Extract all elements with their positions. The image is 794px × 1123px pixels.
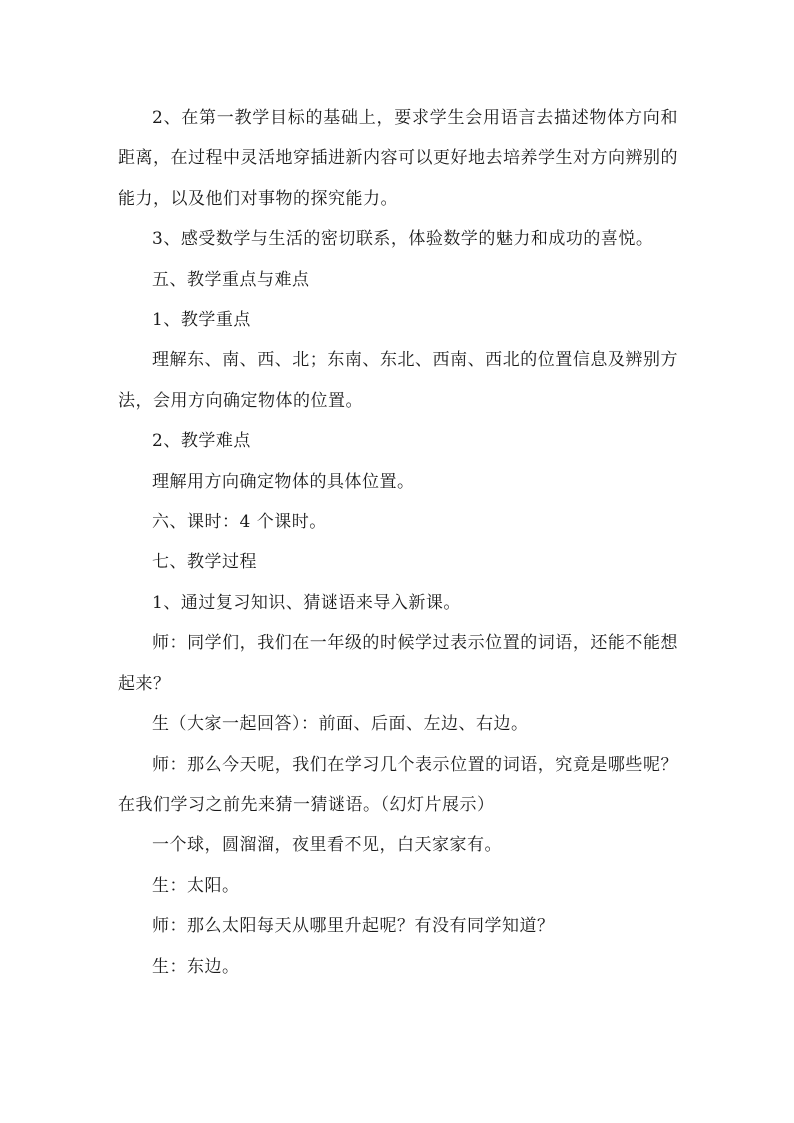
paragraph-objective-2: 2、在第一教学目标的基础上，要求学生会用语言去描述物体方向和距离，在过程中灵活地穿插进新内容可以更好地去培养学生对方向辨别的能力，以及他们对事物的探究能力。 (118, 108, 678, 209)
dialogue-teacher-1: 师：同学们，我们在一年级的时候学过表示位置的词语，还能不能想起来？ (118, 633, 678, 694)
heading-key-points: 五、教学重点与难点 (152, 269, 310, 290)
paragraph-teaching-difficulty: 理解用方向确定物体的具体位置。 (152, 471, 415, 492)
subheading-teaching-focus: 1、教学重点 (152, 310, 251, 331)
dialogue-teacher-3: 师：那么太阳每天从哪里升起呢？有没有同学知道？ (152, 916, 555, 937)
dialogue-student-1: 生（大家一起回答）：前面、后面、左边、右边。 (152, 714, 529, 735)
heading-teaching-process: 七、教学过程 (152, 552, 257, 573)
subheading-teaching-difficulty: 2、教学难点 (152, 431, 251, 452)
riddle-text: 一个球，圆溜溜，夜里看不见，白天家家有。 (152, 835, 502, 856)
paragraph-teaching-focus: 理解东、南、西、北；东南、东北、西南、西北的位置信息及辨别方法，会用方向确定物体的位置。 (118, 350, 678, 411)
dialogue-student-2: 生：太阳。 (152, 875, 240, 896)
dialogue-teacher-2: 师：那么今天呢，我们在学习几个表示位置的词语，究竟是哪些呢？在我们学习之前先来猜一猜谜语。（幻灯片展示） (118, 754, 678, 815)
subheading-introduction: 1、通过复习知识、猜谜语来导入新课。 (152, 592, 461, 613)
heading-class-hours: 六、课时：4 个课时。 (152, 512, 327, 533)
dialogue-student-3: 生：东边。 (152, 956, 240, 977)
paragraph-objective-3: 3、感受数学与生活的密切联系，体验数学的魅力和成功的喜悦。 (152, 229, 654, 250)
document-body (118, 98, 678, 987)
